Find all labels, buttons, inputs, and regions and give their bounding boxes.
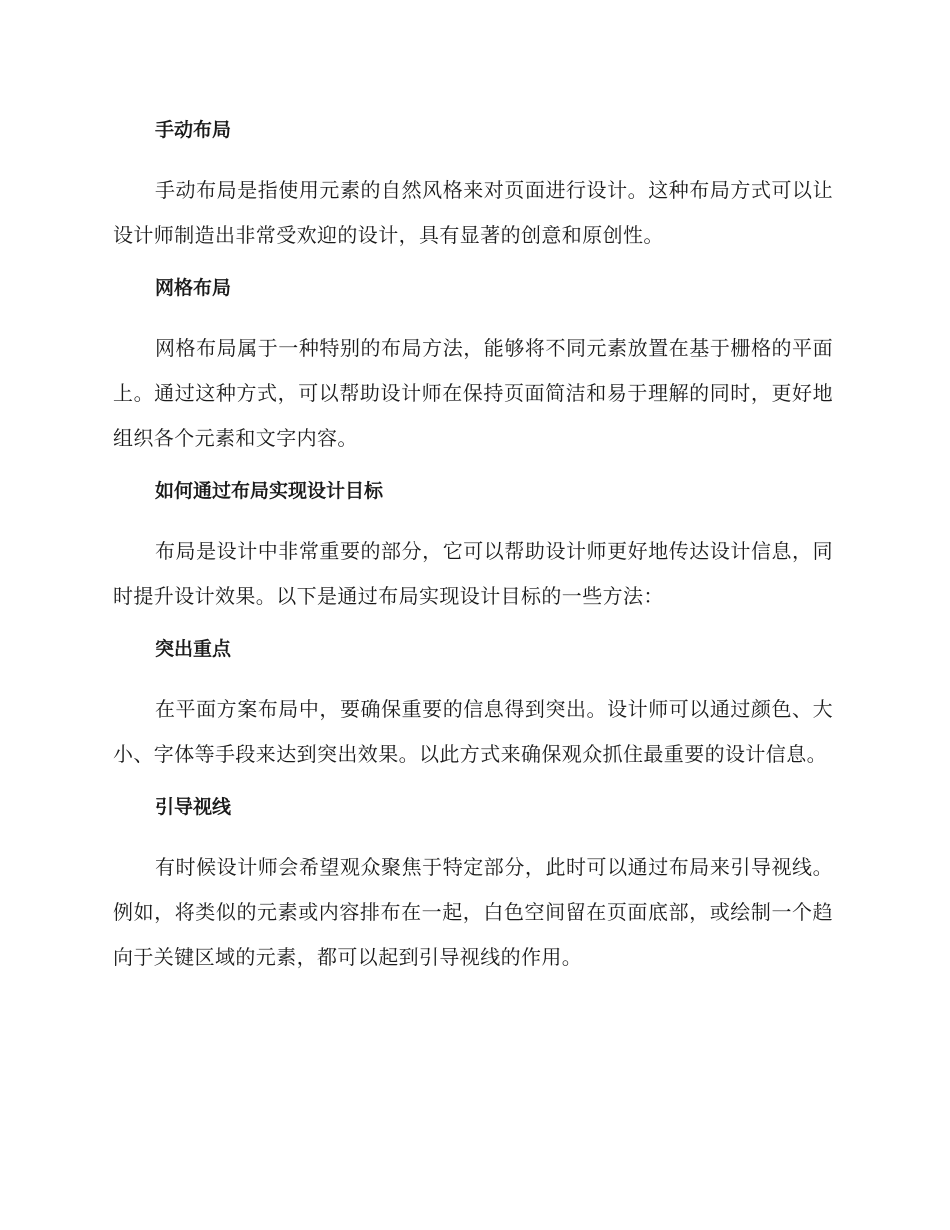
section-heading-highlight-focus: 突出重点 xyxy=(155,638,232,660)
section-heading-manual-layout: 手动布局 xyxy=(155,119,232,141)
document-page xyxy=(113,112,833,992)
section-paragraph-guide-sight: 有时候设计师会希望观众聚焦于特定部分，此时可以通过布局来引导视线。例如，将类似的元素或内容排布在一起，白色空间留在页面底部，或绘制一个趋向于关键区域的元素，都可以起到引导视线的作用。 xyxy=(113,855,833,969)
section-heading-guide-sight: 引导视线 xyxy=(155,796,232,818)
section-paragraph-grid-layout: 网格布局属于一种特别的布局方法，能够将不同元素放置在基于栅格的平面上。通过这种方式，可以帮助设计师在保持页面简洁和易于理解的同时，更好地组织各个元素和文字内容。 xyxy=(113,336,833,450)
section-heading-grid-layout: 网格布局 xyxy=(155,277,232,299)
section-paragraph-manual-layout: 手动布局是指使用元素的自然风格来对页面进行设计。这种布局方式可以让设计师制造出非常受欢迎的设计，具有显著的创意和原创性。 xyxy=(113,178,833,247)
section-paragraph-design-goals: 布局是设计中非常重要的部分，它可以帮助设计师更好地传达设计信息，同时提升设计效果。以下是通过布局实现设计目标的一些方法： xyxy=(113,539,833,608)
section-heading-design-goals: 如何通过布局实现设计目标 xyxy=(155,480,384,502)
section-paragraph-highlight-focus: 在平面方案布局中，要确保重要的信息得到突出。设计师可以通过颜色、大小、字体等手段来达到突出效果。以此方式来确保观众抓住最重要的设计信息。 xyxy=(113,697,833,766)
